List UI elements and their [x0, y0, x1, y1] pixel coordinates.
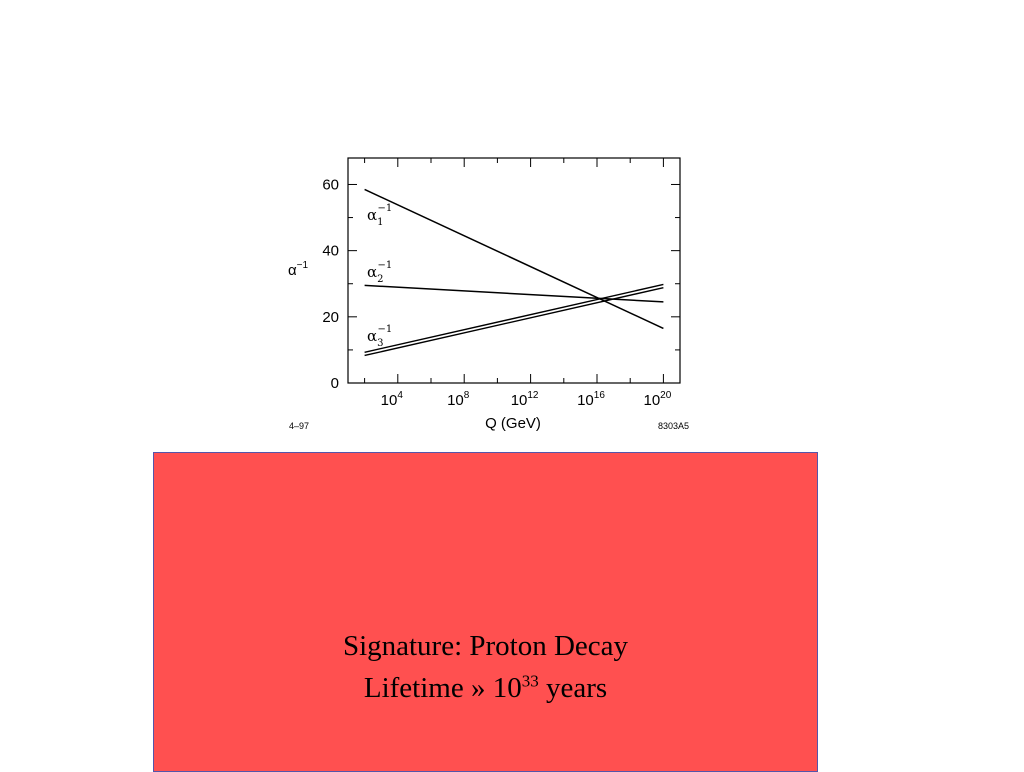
- x-tick-base: 10: [577, 392, 594, 409]
- series-line-3-lower: [365, 288, 664, 356]
- series-label-subscript: 1: [377, 217, 384, 228]
- lifetime-unit: years: [538, 672, 608, 704]
- series-line-2: [365, 285, 664, 302]
- series-line-3-upper: [365, 284, 664, 352]
- callout-line-1: Signature: Proton Decay: [342, 630, 629, 662]
- lifetime-text: Lifetime » 10: [363, 672, 522, 704]
- lifetime-exponent: 33: [521, 671, 539, 691]
- series-label-superscript: −1: [377, 203, 393, 214]
- y-tick-label: 20: [322, 308, 339, 326]
- series-label-2: [367, 260, 392, 285]
- callout-text: [154, 625, 817, 709]
- series-lines: [365, 189, 664, 355]
- x-tick-label: [577, 390, 605, 409]
- series-label-1: [367, 203, 392, 228]
- plot-frame: [348, 158, 680, 383]
- x-tick-base: 10: [447, 392, 464, 409]
- x-tick-label: [381, 390, 404, 409]
- x-tick-exponent: 4: [397, 390, 403, 401]
- series-labels: [367, 203, 392, 349]
- proton-decay-callout: [153, 452, 818, 772]
- x-tick-exponent: 8: [463, 390, 470, 401]
- y-axis-title: $\alpha^{-1}$: [288, 260, 309, 279]
- series-line-1: [365, 189, 664, 328]
- x-tick-base: 10: [510, 392, 528, 409]
- series-label-main: α: [367, 263, 378, 281]
- x-axis-ticks: [365, 158, 672, 409]
- callout-line-2: [154, 667, 817, 709]
- x-tick-exponent: 20: [660, 390, 672, 401]
- x-tick-label: [511, 390, 539, 409]
- x-tick-label: [643, 390, 671, 409]
- series-label-main: α: [367, 206, 378, 224]
- x-axis-title: Q (GeV): [485, 415, 541, 432]
- x-tick-label: [447, 390, 470, 409]
- series-label-subscript: 3: [377, 338, 384, 349]
- y-tick-label: 40: [322, 242, 339, 260]
- series-label-main: α: [367, 327, 378, 345]
- y-tick-label: 60: [322, 176, 339, 194]
- figure-code: 8303A5: [658, 421, 690, 431]
- x-tick-base: 10: [380, 392, 398, 409]
- x-tick-base: 10: [643, 392, 661, 409]
- x-tick-exponent: 12: [527, 390, 539, 401]
- x-tick-exponent: 16: [593, 390, 605, 401]
- corner-date: 4–97: [289, 421, 310, 431]
- y-tick-label: 0: [330, 375, 339, 392]
- series-label-3: [367, 324, 392, 349]
- series-label-superscript: −1: [377, 324, 393, 335]
- series-label-subscript: 2: [377, 274, 384, 285]
- series-label-superscript: −1: [377, 260, 393, 271]
